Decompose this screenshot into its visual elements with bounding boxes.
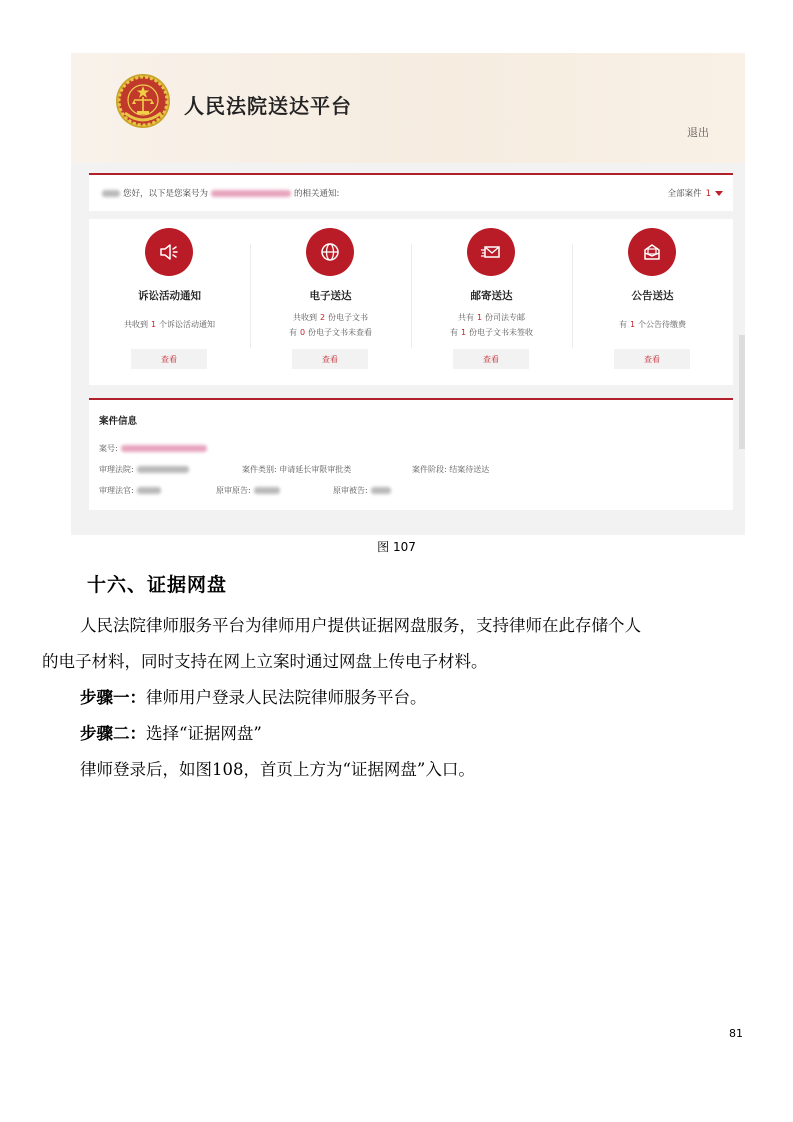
- notice-bar: [89, 173, 733, 211]
- speaker-icon: [145, 228, 193, 276]
- redacted-case-number: [211, 190, 291, 197]
- card-stat-secondary: 有 0 份电子文书未查看: [288, 328, 373, 337]
- page-number: 81: [729, 1027, 743, 1040]
- case-info-title: 案件信息: [99, 416, 138, 427]
- redacted-name: [102, 190, 120, 197]
- step2-text: 选择“证据网盘”: [146, 724, 262, 743]
- intro-paragraph-line2: 的电子材料，同时支持在网上立案时通过网盘上传电子材料。: [42, 652, 488, 671]
- case-filter-count: 1: [705, 189, 711, 199]
- note-paragraph: 律师登录后，如图108，首页上方为“证据网盘”入口。: [80, 760, 475, 779]
- case-stage-label: 案件阶段:: [412, 465, 447, 474]
- case-info-panel: [89, 398, 733, 510]
- announcement-icon: [628, 228, 676, 276]
- step2-label: 步骤二：: [80, 724, 146, 743]
- scrollbar-edge: [739, 335, 745, 449]
- plaintiff-field: [216, 485, 283, 496]
- card-stat: 共收到 2 份电子文书: [292, 313, 369, 322]
- card-title: 公告送达: [631, 290, 674, 302]
- section-title: 十六、证据网盘: [87, 574, 228, 596]
- step2-paragraph: [80, 720, 262, 744]
- card-stat-secondary: 有 1 份电子文书未签收: [449, 328, 534, 337]
- court-emblem-icon: [115, 73, 171, 129]
- logout-link[interactable]: 退出: [687, 126, 709, 139]
- delivery-cards: [89, 219, 733, 385]
- case-number-label: 案号:: [99, 444, 118, 453]
- view-button[interactable]: 查看: [131, 349, 207, 369]
- caret-down-icon: [715, 191, 723, 196]
- card-mail-delivery: [411, 219, 572, 385]
- figure-caption: 图 107: [377, 540, 416, 554]
- redacted-judge: [137, 487, 161, 494]
- mail-icon: [467, 228, 515, 276]
- case-type-value: 申请延长审限审批类: [279, 465, 352, 474]
- notice-text: [99, 187, 339, 199]
- redacted-court: [137, 466, 189, 473]
- court-label: 审理法院:: [99, 465, 134, 474]
- redacted-plaintiff: [254, 487, 280, 494]
- defendant-label: 原审被告:: [333, 486, 368, 495]
- notice-suffix: 的相关通知:: [294, 189, 340, 199]
- judge-label: 审理法官:: [99, 486, 134, 495]
- card-announcement-delivery: [572, 219, 733, 385]
- card-litigation-notice: [89, 219, 250, 385]
- court-field: [99, 464, 192, 475]
- view-button[interactable]: 查看: [292, 349, 368, 369]
- case-number-field: [99, 443, 210, 454]
- card-stat: 共收到 1 个诉讼活动通知: [123, 320, 216, 329]
- card-stat: 共有 1 份司法专邮: [457, 313, 526, 322]
- notice-greeting: 您好，以下是您案号为: [123, 189, 209, 199]
- platform-header: [71, 53, 745, 163]
- case-type-field: [242, 464, 351, 475]
- step1-label: 步骤一：: [80, 688, 146, 707]
- card-title: 诉讼活动通知: [138, 290, 201, 302]
- globe-icon: [306, 228, 354, 276]
- intro-paragraph-line1: 人民法院律师服务平台为律师用户提供证据网盘服务，支持律师在此存储个人: [80, 616, 641, 635]
- redacted-case-number: [121, 445, 207, 452]
- card-electronic-delivery: [250, 219, 411, 385]
- case-filter-dropdown[interactable]: [668, 187, 723, 199]
- card-title: 电子送达: [309, 290, 352, 302]
- platform-title: 人民法院送达平台: [184, 94, 352, 118]
- card-title: 邮寄送达: [470, 290, 513, 302]
- step1-text: 律师用户登录人民法院律师服务平台。: [146, 688, 427, 707]
- plaintiff-label: 原审原告:: [216, 486, 251, 495]
- judge-field: [99, 485, 164, 496]
- view-button[interactable]: 查看: [614, 349, 690, 369]
- case-filter-label: 全部案件: [667, 189, 702, 199]
- view-button[interactable]: 查看: [453, 349, 529, 369]
- case-type-label: 案件类别:: [242, 465, 277, 474]
- case-stage-field: [412, 464, 489, 475]
- figure-screenshot: [71, 53, 745, 535]
- redacted-defendant: [371, 487, 391, 494]
- step1-paragraph: [80, 684, 427, 708]
- case-stage-value: 结案待送达: [449, 465, 490, 474]
- defendant-field: [333, 485, 394, 496]
- card-stat: 有 1 个公告待缴费: [618, 320, 687, 329]
